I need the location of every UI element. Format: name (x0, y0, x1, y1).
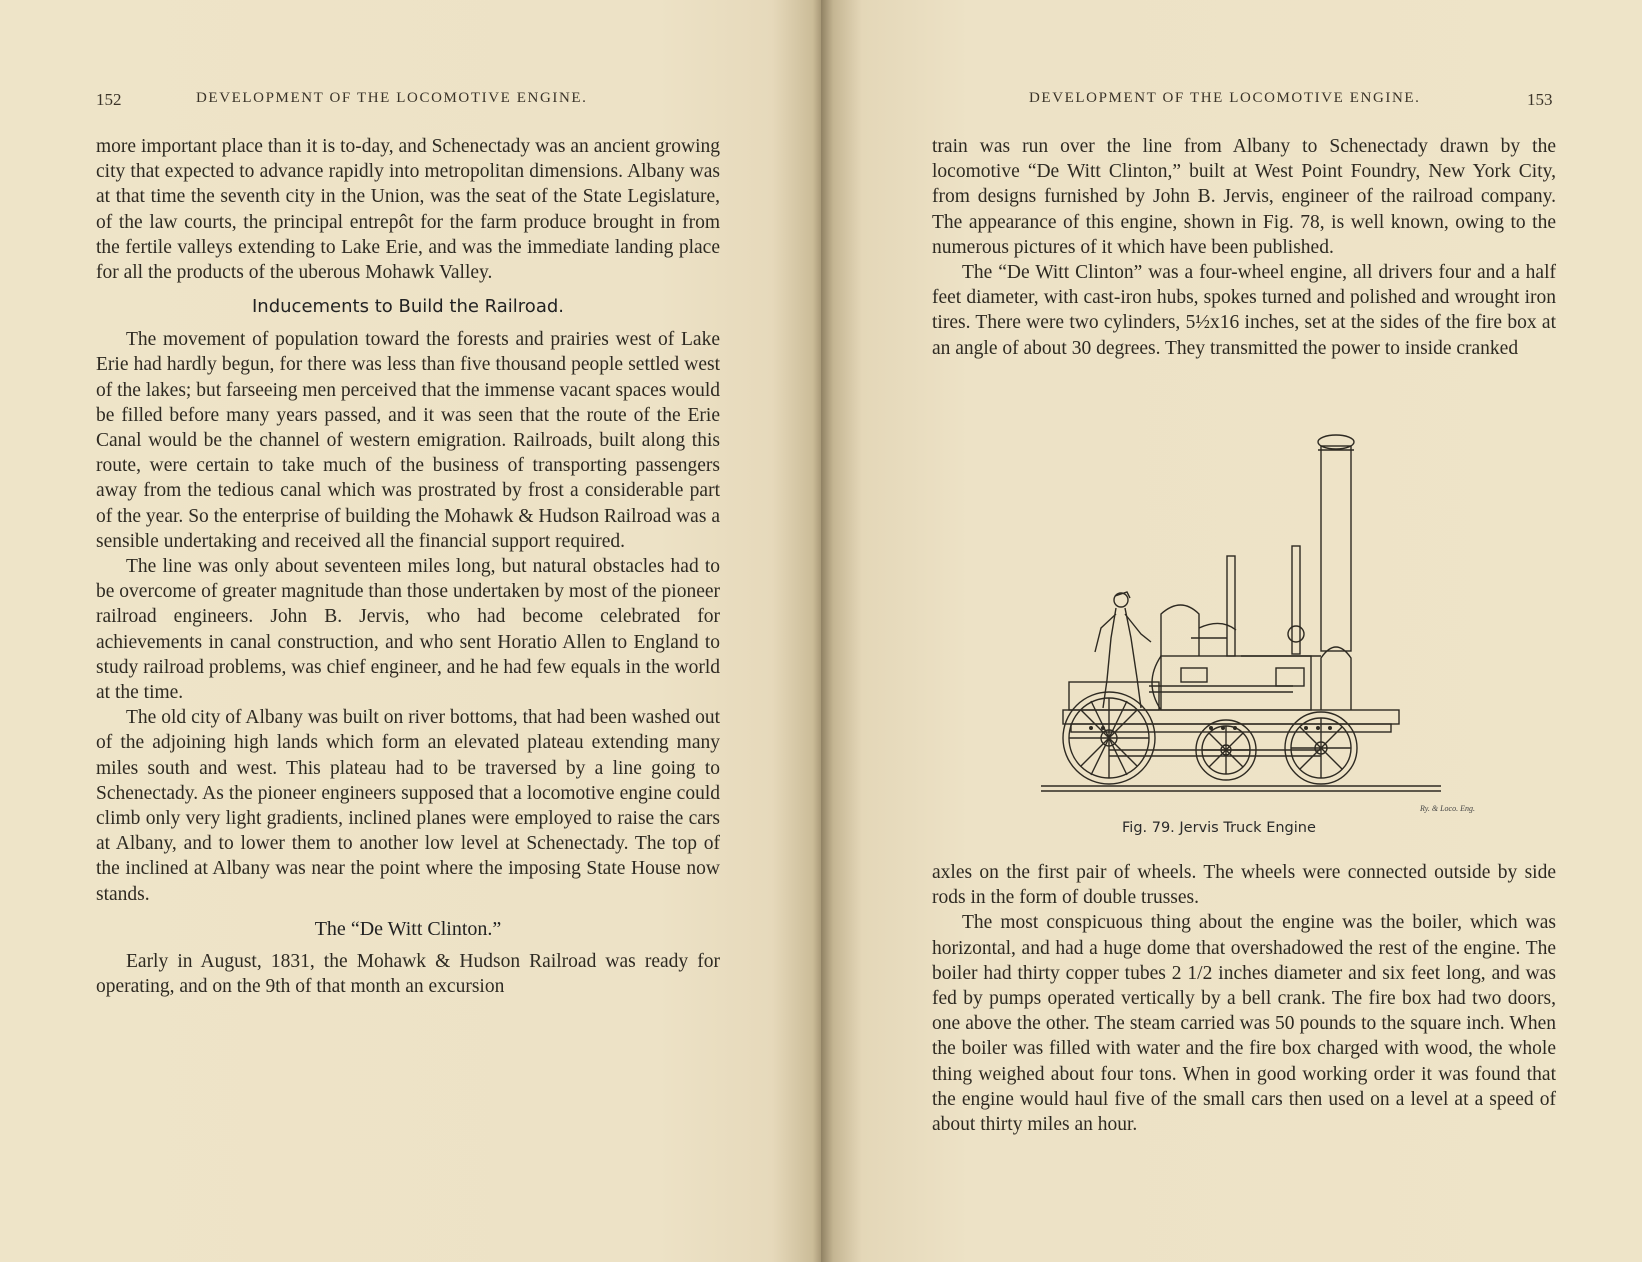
paragraph: The old city of Albany was built on river bottoms, that had been washed out of the adjoining high lands which form an elevated plateau extending many miles south and west. This plateau had to be traversed by a line going to Schenectady. As the pioneer engineers supposed that a locomotive engine could climb only very light gradients, inclined planes were employed to raise the cars at Albany, and to lower them to another low level at Schenectady. The top of the inclined at Albany was near the point where the imposing State House now stands. (96, 707, 720, 905)
paragraph: axles on the first pair of wheels. The wheels were connected outside by side rods in the form of double trusses. (932, 862, 1556, 909)
right-page (821, 0, 1642, 1262)
section-heading: Inducements to Build the Railroad. (252, 296, 564, 318)
paragraph: Early in August, 1831, the Mohawk & Hudson Railroad was ready for operating, and on the 9th of that month an excursion (96, 950, 720, 998)
running-head: DEVELOPMENT OF THE LOCOMOTIVE ENGINE. (196, 90, 588, 106)
right-text-column-bottom (932, 860, 1556, 1137)
paragraph: The movement of population toward the forests and prairies west of Lake Erie had hardly begun, for there was less than five thousand people settled west of the lakes; but farseeing men perceived that the immense vacant spaces would be filled before many years passed, and it was seen that the route of the Erie Canal would be the channel of western emigration. Railroads, built along this route, were certain to take much of the business of transporting passengers away from the tedious canal which was prostrated by frost a considerable part of the year. So the enterprise of building the Mohawk & Hudson Railroad was a sensible undertaking and received all the financial support required. (96, 329, 720, 552)
running-head: DEVELOPMENT OF THE LOCOMOTIVE ENGINE. (1029, 90, 1421, 106)
right-text-column-top (932, 134, 1556, 361)
paragraph: The “De Witt Clinton” was a four-wheel engine, all drivers four and a half feet diameter, with cast-iron hubs, spokes turned and polished and wrought iron tires. There were two cylinders, 5½x16 inches, set at the sides of the fire box at an angle of about 30 degrees. They transmitted the power to inside cranked (932, 262, 1556, 359)
paragraph: train was run over the line from Albany to Schenectady drawn by the locomotive “De Witt Clinton,” built at West Point Foundry, New York City, from designs furnished by John B. Jervis, engineer of the railroad company. The appearance of this engine, shown in Fig. 78, is well known, owing to the numerous pictures of it which have been published. (932, 136, 1556, 258)
paragraph: more important place than it is to-day, and Schenectady was an ancient growing city that expected to advance rapidly into metropolitan dimensions. Albany was at that time the seventh city in the Union, was the seat of the State Legislature, of the law courts, the principal entrepôt for the farm produce brought in from the fertile valleys extending to Lake Erie, and was the immediate landing place for all the products of the uberous Mohawk Valley. (96, 136, 720, 284)
figure-caption: Fig. 79. Jervis Truck Engine (1122, 820, 1316, 836)
paragraph: The line was only about seventeen miles long, but natural obstacles had to be overcome of greater magnitude than those undertaken by most of the pioneer railroad engineers. John B. Jervis, who had become celebrated for achievements in canal construction, and who sent Horatio Allen to England to study railroad problems, was chief engineer, and he had few equals in the world at the time. (96, 556, 720, 704)
paragraph: The most conspicuous thing about the engine was the boiler, which was horizontal, and had a huge dome that overshadowed the rest of the engine. The boiler had thirty copper tubes 2 1/2 inches diameter and six feet long, and was fed by pumps operated vertically by a bell crank. The fire box had two doors, one above the other. The steam carried was 50 pounds to the square inch. When the boiler was filled with water and the fire box charged with wood, the whole thing weighed about four tons. When in good working order it was found that the engine would haul five of the small cars then used on a level at a speed of about thirty miles an hour. (932, 912, 1556, 1136)
left-text-column (96, 134, 720, 999)
figure-credit: Ry. & Loco. Eng. (1420, 804, 1475, 813)
section-heading: The “De Witt Clinton.” (314, 917, 502, 940)
locomotive-illustration (1031, 428, 1451, 804)
page-number: 153 (1527, 90, 1553, 109)
page-number: 152 (96, 90, 122, 109)
